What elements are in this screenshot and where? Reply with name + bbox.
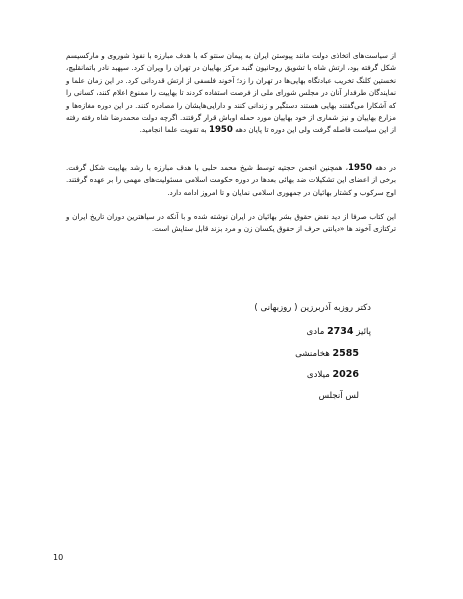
paragraph-2-start: در دهه [375, 163, 396, 172]
year-miladi: 2026 [332, 369, 359, 380]
year-1950: 1950 [348, 163, 372, 173]
paragraph-1-end: به تقویت علما انجامید. [139, 125, 207, 135]
date-miladi [307, 369, 359, 381]
body-paragraph-1 [66, 50, 396, 137]
season: پائیز [356, 327, 371, 337]
era-madi: مادی [306, 327, 325, 337]
year-1950: 1950 [208, 125, 233, 136]
paragraph-1-text: از سیاست‌های اتخاذی دولت مانند پیوستن ایران به پیمان سنتو که با هدف مبارزه با نفوذ شوروی و مارکسیسم شکل گرفته بود، ارتش شاه با تشویق روحانیون گنبد مرکز بهاییان در تهران را ویران کرد. سپهبد نادر باتمانقلیچ، نخستین کلنگ تخریب عبادتگاه بهایی‌ها در تهران را زد؛ آخوند فلسفی از ارتش قدردانی کرد. در این زمان علما و نمایندگان طرفدار آنان در مجلس شورای ملی از فرصت استفاده کردند تا بهاییت را ممنوع اعلام کنند، کسانی را که آشکارا می‌گفتند بهایی هستند دستگیر و زندانی کنند و دارایی‌هایشان را مصادره کنند. در این دوره مغازه‌ها و مزارع بهاییان و نیز شماری از خود بهاییان مورد حمله اوباش قرار گرفتند. اگرچه دولت محمدرضا شاه رفته رفته از این سیاست فاصله گرفت ولی این دوره تا پایان دهه [66, 51, 396, 135]
date-hakhamaneshi [295, 348, 359, 360]
paragraph-2-text: ، همچنین انجمن حجتیه توسط شیخ محمد حلبی با هدف مبارزه با رشد بهاییت شکل گرفت. برخی از اعضای این تشکیلات ضد بهائی بعدها در دوره حکومت اسلامی مسئولیت‌های مهمی را بر عهده گرفتند. اوج سرکوب و کشتار بهائیان در جمهوری اسلامی نمایان و تا امروز ادامه دارد. [66, 163, 396, 197]
body-paragraph-2 [66, 162, 396, 199]
page-number: 10 [53, 553, 64, 562]
author-name: دکتر روزبه آذربرزین ( روزبهانی ) [254, 303, 371, 313]
date-madi [307, 326, 371, 338]
era-hakhamaneshi: هخامنشی [295, 349, 330, 359]
body-paragraph-3: این کتاب صرفا از دید نقض حقوق بشر بهائیان در ایران نوشته شده و با آنکه در سیاهترین دوران تاریخ ایران و ترکتازی آخوند ها «دیانتی حرف از حقوق یکسان زن و مرد بزند قابل ستایش است. [66, 212, 396, 234]
signature-place: لس آنجلس [318, 391, 359, 401]
year-hakhamaneshi: 2585 [332, 348, 359, 359]
era-miladi: میلادی [306, 370, 330, 380]
year-madi: 2734 [327, 326, 354, 337]
